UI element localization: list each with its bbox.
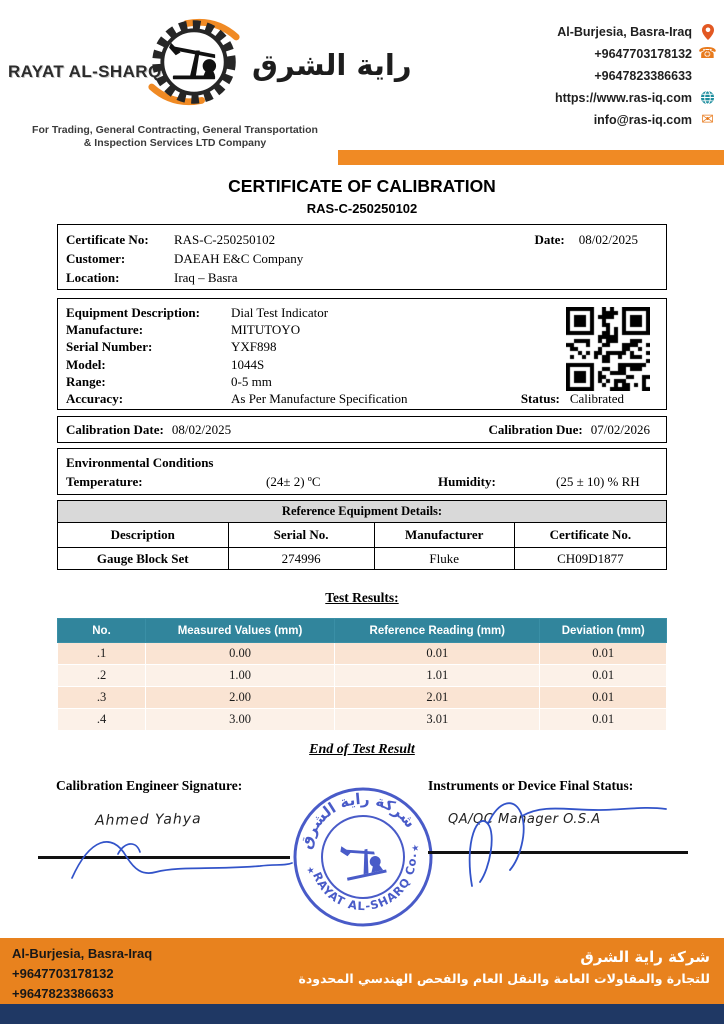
- tagline-line-1: For Trading, General Contracting, General Transportation: [32, 124, 318, 136]
- cell: 0.01: [540, 643, 667, 665]
- test-row-1: [58, 643, 667, 665]
- engineer-signature-label: Calibration Engineer Signature:: [56, 778, 243, 793]
- reference-equipment-table: [57, 500, 667, 570]
- humidity-label: Humidity:: [438, 474, 496, 489]
- cell: 0.01: [540, 709, 667, 731]
- reference-title: Reference Equipment Details:: [58, 501, 667, 523]
- date-group: [534, 230, 658, 249]
- model-label: Model:: [66, 356, 106, 372]
- company-stamp: [274, 768, 452, 946]
- col-measured: Measured Values (mm): [146, 619, 335, 643]
- cell: 2.01: [335, 687, 540, 709]
- qa-manager-name: QA/QC Manager O.S.A: [448, 812, 601, 827]
- email-text: info@ras-iq.com: [593, 112, 692, 127]
- environmental-conditions-box: [57, 448, 667, 495]
- company-tagline: [2, 124, 348, 150]
- contact-website: [555, 88, 716, 107]
- email-icon: ✉: [701, 110, 714, 128]
- humidity-value: (25 ± 10) % RH: [556, 474, 640, 489]
- test-results-header-row: [58, 619, 667, 643]
- cell: .1: [58, 643, 146, 665]
- model-value: 1044S: [231, 356, 265, 372]
- website-text: https://www.ras-iq.com: [554, 90, 692, 105]
- status-group: [521, 390, 658, 407]
- col-manufacturer: Manufacturer: [374, 523, 514, 548]
- footer-address: Al-Burjesia, Basra-Iraq: [12, 946, 153, 961]
- equipment-row: [66, 390, 658, 407]
- ref-manufacturer-value: Fluke: [374, 548, 514, 570]
- tagline-line-2: & Inspection Services LTD Company: [83, 137, 267, 149]
- phone-1-text: +9647703178132: [594, 46, 692, 61]
- certificate-no-value: RAS-C-250250102: [174, 232, 276, 247]
- calibration-dates-box: [57, 416, 667, 443]
- temperature-value: (24± 2) ºC: [266, 474, 321, 489]
- col-deviation: Deviation (mm): [540, 619, 667, 643]
- contact-phone-1: [594, 44, 716, 63]
- engineer-name: Ahmed Yahya: [94, 811, 202, 829]
- footer-phone-2: +9647823386633: [12, 986, 114, 1001]
- test-row-2: [58, 665, 667, 687]
- col-certificate: Certificate No.: [514, 523, 666, 548]
- environmental-title: Environmental Conditions: [66, 455, 214, 470]
- logo-text-ar: راية الشرق: [252, 48, 412, 82]
- customer-label: Customer:: [66, 251, 126, 266]
- cell: 2.00: [146, 687, 335, 709]
- cell: 0.00: [146, 643, 335, 665]
- equipment-description-label: Equipment Description:: [66, 305, 200, 320]
- cell: 3.01: [335, 709, 540, 731]
- svg-text:RAYAT AL-SHARQ Co.: [309, 850, 429, 924]
- location-row: [66, 268, 658, 287]
- cell: .2: [58, 665, 146, 687]
- reference-header-row: [58, 523, 667, 548]
- serial-number-value: YXF898: [231, 339, 277, 355]
- accuracy-label: Accuracy:: [66, 391, 124, 407]
- col-reference: Reference Reading (mm): [335, 619, 540, 643]
- status-value: Calibrated: [569, 391, 624, 407]
- reference-data-row: [58, 548, 667, 570]
- cell: 0.01: [540, 665, 667, 687]
- phone-icon: ☎: [698, 44, 717, 62]
- footer: [0, 938, 724, 1004]
- contact-address: [557, 22, 716, 41]
- status-label: Status:: [520, 391, 560, 407]
- location-value: Iraq – Basra: [174, 270, 238, 285]
- equipment-description-value: Dial Test Indicator: [231, 305, 329, 320]
- final-status-label: Instruments or Device Final Status:: [428, 778, 634, 793]
- reference-title-row: [58, 501, 667, 523]
- end-of-test-result: End of Test Result: [309, 742, 415, 757]
- col-no: No.: [58, 619, 146, 643]
- location-label: Location:: [66, 270, 120, 285]
- certificate-number-subtitle: RAS-C-250250102: [306, 201, 418, 216]
- stamp-star-right: ★: [410, 842, 421, 854]
- customer-row: [66, 249, 658, 268]
- calibration-due-value: 07/02/2026: [590, 422, 650, 437]
- engineer-signature-scribble: [60, 826, 300, 906]
- test-results-table: [57, 618, 667, 731]
- ref-description-value: Gauge Block Set: [58, 548, 229, 570]
- environmental-values-row: [66, 472, 658, 491]
- test-row-3: [58, 687, 667, 709]
- footer-company-block: [299, 946, 711, 989]
- test-row-4: [58, 709, 667, 731]
- footer-phone-1: +9647703178132: [12, 966, 114, 981]
- col-description: Description: [58, 523, 229, 548]
- footer-company-description-ar: للتجارة والمقاولات العامة والنقل العام والفحص الهندسي المحدودة: [298, 971, 710, 986]
- contact-email: [594, 110, 716, 129]
- cell: .3: [58, 687, 146, 709]
- cell: 0.01: [335, 643, 540, 665]
- address-text: Al-Burjesia, Basra-Iraq: [557, 24, 692, 39]
- gear-pumpjack-logo-icon: [146, 14, 242, 110]
- range-value: 0-5 mm: [231, 373, 272, 389]
- certificate-no-row: [66, 230, 658, 249]
- equipment-box: [57, 298, 667, 410]
- qa-signature-scribble: [438, 786, 693, 901]
- serial-number-label: Serial Number:: [66, 339, 153, 355]
- footer-contact-block: [12, 944, 152, 1004]
- cell: 3.00: [146, 709, 335, 731]
- col-serial: Serial No.: [228, 523, 374, 548]
- certificate-info-box: [57, 224, 667, 290]
- stamp-text-english: RAYAT AL-SHARQ Co.: [309, 852, 420, 914]
- phone-2-text: +9647823386633: [594, 68, 692, 83]
- cell: 1.01: [335, 665, 540, 687]
- calibration-date-label: Calibration Date:: [66, 422, 164, 437]
- test-results-heading: Test Results:: [325, 590, 399, 605]
- contact-phone-2: [594, 66, 716, 85]
- certificate-title: CERTIFICATE OF CALIBRATION: [228, 176, 496, 196]
- stamp-text-arabic: شركة راية الشرق: [296, 789, 420, 851]
- qr-code: [566, 307, 650, 391]
- stamp-star-left: ★: [305, 864, 316, 876]
- certificate-no-label: Certificate No:: [66, 232, 149, 247]
- footer-company-name-ar: شركة راية الشرق: [580, 948, 710, 966]
- header-contacts: [555, 22, 716, 129]
- location-pin-icon: [699, 24, 716, 40]
- cell: .4: [58, 709, 146, 731]
- ref-certificate-value: CH09D1877: [514, 548, 666, 570]
- globe-icon: [699, 90, 716, 105]
- logo-text-en: RAYAT AL-SHARQ: [8, 62, 162, 81]
- calibration-date-value: 08/02/2025: [171, 422, 232, 437]
- range-label: Range:: [66, 373, 106, 389]
- cell: 1.00: [146, 665, 335, 687]
- manufacture-value: MITUTOYO: [231, 322, 301, 338]
- stamp-pumpjack-icon: [339, 838, 386, 881]
- footer-bottom-bar: [0, 1004, 724, 1024]
- date-label: Date:: [534, 232, 565, 247]
- calibration-due-group: [489, 421, 658, 438]
- header-orange-bar: [338, 150, 724, 165]
- calibration-due-label: Calibration Due:: [488, 422, 583, 437]
- manufacture-label: Manufacture:: [66, 322, 144, 338]
- temperature-label: Temperature:: [66, 474, 143, 489]
- date-value: 08/02/2025: [578, 232, 638, 247]
- ref-serial-value: 274996: [228, 548, 374, 570]
- customer-value: DAEAH E&C Company: [174, 251, 304, 266]
- cell: 0.01: [540, 687, 667, 709]
- accuracy-value: As Per Manufacture Specification: [231, 391, 408, 407]
